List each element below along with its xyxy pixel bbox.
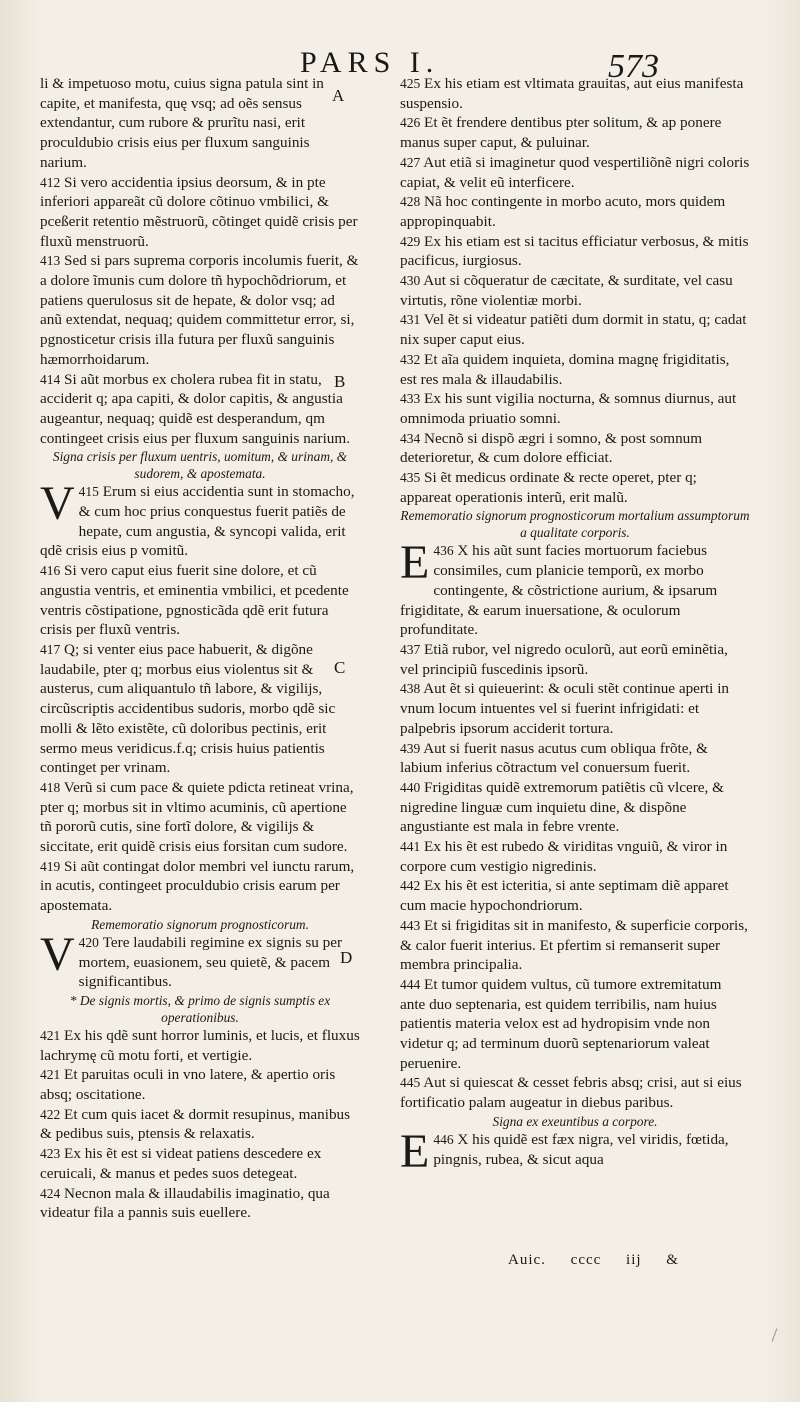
section-rubric: Signa ex exeuntibus a corpore. bbox=[492, 1113, 658, 1129]
numbered-paragraph bbox=[400, 350, 750, 389]
numbered-paragraph bbox=[400, 876, 750, 915]
paragraph-number: 440 bbox=[400, 779, 421, 795]
paragraph-number: 444 bbox=[400, 976, 421, 992]
paragraph-text: Ex his qdẽ sunt horror luminis, et lucis, et fluxus lachrymę cũ motu forti, et vertigie. bbox=[40, 1026, 360, 1064]
paragraph-text: Aut si fuerit nasus acutus cum obliqua frõte, & labium inferius cõtractum vel conuersum fuerit. bbox=[400, 739, 708, 777]
left-text-column bbox=[40, 74, 360, 1223]
numbered-paragraph bbox=[40, 640, 360, 778]
paragraph-number: 433 bbox=[400, 391, 421, 407]
margin-letter-b: B bbox=[334, 372, 346, 391]
drop-cap-initial: V bbox=[40, 477, 75, 531]
paragraph-number: 420 bbox=[78, 934, 99, 950]
numbered-paragraph bbox=[40, 1026, 360, 1065]
paragraph-text: Necnõ si dispõ ægri i somno, & post somnum deterioretur, & cum dolore efficiat. bbox=[400, 429, 703, 467]
paragraph-number: 428 bbox=[400, 194, 421, 210]
numbered-paragraph bbox=[400, 975, 750, 1074]
numbered-paragraph bbox=[400, 74, 750, 113]
paragraph-text: Ex his etiam est vltimata grauitas, aut eius manifesta suspensio. bbox=[400, 75, 744, 112]
paragraph-number: 421 bbox=[40, 1067, 61, 1083]
numbered-paragraph bbox=[400, 916, 750, 975]
paragraph-text: Q; si venter eius pace habuerit, & digõne laudabile, pter q; morbus eius violentus sit & austerus, cum aliquantulo tñ labore, & vigilijs, circũscriptis accidentibus sudoris, morbo qdẽ sic molli & lẽto existẽte, cũ doloribus pectinis, erit sermo meus veridicus.f.q; crisis huius patientis continget per vrinam. bbox=[40, 640, 336, 777]
numbered-paragraph bbox=[400, 1124, 750, 1178]
paragraph-text: Si aũt morbus ex cholera rubea fit in statu, acciderit q; apa capiti, & dolor capitis, & angustia augeantur, nequaq; quidẽ est desperandum, qm contingeet crisis eius per fluxum sanguinis narium. bbox=[40, 370, 351, 447]
paragraph-text: Ex his ẽt est si videat patiens descedere ex ceruicali, & manus et pedes suos detegeat. bbox=[40, 1145, 322, 1182]
paragraph-text: Et si frigiditas sit in manifesto, & superficie corporis, & calor fuerit interius. Et pfertim si remanserit super membra principalia. bbox=[400, 916, 748, 974]
paragraph-number: 446 bbox=[433, 1131, 454, 1147]
numbered-paragraph bbox=[400, 536, 750, 640]
margin-letter-c: C bbox=[334, 658, 346, 677]
paragraph-number: 416 bbox=[40, 563, 61, 579]
paragraph-text: Frigiditas quidẽ extremorum patiẽtis cũ vlcere, & nigredine linguæ cum inquietu dine, & dispõne angustiante est mala in febre vrente. bbox=[400, 778, 724, 836]
numbered-paragraph bbox=[40, 251, 360, 369]
paragraph-text: Et cum quis iacet & dormit resupinus, manibus & pedibus suis, ptensis & relaxatis. bbox=[40, 1105, 351, 1143]
drop-cap-initial: E bbox=[400, 536, 430, 590]
paragraph-number: 418 bbox=[40, 779, 61, 795]
paragraph-number: 414 bbox=[40, 371, 61, 387]
paragraph-text: Ex his etiam est si tacitus efficiatur verbosus, & mitis pacificus, iurgiosus. bbox=[400, 232, 749, 270]
paragraph-number: 442 bbox=[400, 878, 421, 894]
paragraph-number: 438 bbox=[400, 681, 421, 697]
paragraph-text: Et paruitas oculi in vno latere, & apertio oris absq; oscitatione. bbox=[40, 1066, 336, 1104]
paragraph-text: Etiã rubor, vel nigredo oculorũ, aut eorũ eminẽtia, vel principiũ fuscedinis ipsorũ. bbox=[400, 640, 728, 678]
paragraph-text: Necnon mala & illaudabilis imaginatio, qua videatur fila a pannis suis euellere. bbox=[40, 1184, 330, 1222]
paragraph-number: 435 bbox=[400, 470, 421, 486]
numbered-paragraph bbox=[400, 232, 750, 271]
stray-ink-mark bbox=[772, 1328, 778, 1341]
paragraph-text: X his aũt sunt facies mortuorum faciebus consimiles, cum planicie temporũ, ex morbo contingente, & cõstrictione aurium, & ipsarum frigiditate, & earum inuersatione, & oculorum profunditate. bbox=[400, 542, 718, 639]
numbered-paragraph bbox=[400, 1073, 750, 1112]
paragraph-text: Ex his sunt vigilia nocturna, & somnus diurnus, aut omnimoda priuatio somni. bbox=[400, 390, 737, 427]
paragraph-number: 430 bbox=[400, 273, 421, 289]
numbered-paragraph bbox=[400, 310, 750, 349]
numbered-paragraph bbox=[400, 640, 750, 679]
section-rubric: Rememoratio signorum prognosticorum. bbox=[91, 916, 309, 932]
paragraph-text: Aut si cõqueratur de cæcitate, & surditate, vel casu virtutis, rõne violentiæ morbi. bbox=[400, 272, 733, 309]
paragraph-number: 441 bbox=[400, 839, 421, 855]
paragraph-number: 436 bbox=[433, 543, 454, 559]
margin-letter-d: D bbox=[340, 948, 353, 967]
numbered-paragraph bbox=[400, 837, 750, 876]
numbered-paragraph bbox=[40, 1184, 360, 1223]
numbered-paragraph bbox=[40, 1065, 360, 1104]
right-text-column bbox=[400, 74, 750, 1178]
paragraph-text: Vel ẽt si videatur patiẽti dum dormit in statu, q; cadat nix super caput eius. bbox=[400, 311, 747, 349]
numbered-paragraph bbox=[40, 778, 360, 857]
numbered-paragraph bbox=[40, 561, 360, 640]
running-title: PARS I. bbox=[300, 46, 440, 79]
numbered-paragraph bbox=[40, 370, 360, 449]
paragraph-number: 415 bbox=[78, 484, 99, 500]
numbered-paragraph bbox=[40, 1144, 360, 1183]
numbered-paragraph bbox=[400, 468, 750, 507]
paragraph-text: X his quidẽ est fæx nigra, vel viridis, fœtida, pingnis, rubea, & sicut aqua bbox=[433, 1130, 729, 1168]
paragraph-text: Et ẽt frendere dentibus pter solitum, & ap ponere manus super caput, & puluinar. bbox=[400, 114, 722, 152]
numbered-paragraph bbox=[400, 113, 750, 152]
paragraph-text: Si vero caput eius fuerit sine dolore, et cũ angustia ventris, et eminentia vmbilici, et pcedente ventris cõstipatione, pgnosticãda qdẽ erit futura crisis per fluxũ ventris. bbox=[40, 562, 349, 639]
paragraph-number: 432 bbox=[400, 351, 421, 367]
numbered-paragraph bbox=[40, 173, 360, 252]
numbered-paragraph bbox=[400, 778, 750, 837]
paragraph-text: Et tumor quidem vultus, cũ tumore extremitatum ante duo septenaria, est quidem terribilis, nam huius patientis materia velox est ad hydropisim vnde non videtur q; ad terminum duorũ septenariorum valeat peruenire. bbox=[400, 975, 722, 1072]
paragraph-number: 412 bbox=[40, 174, 61, 190]
paragraph-text: Aut etiã si imaginetur quod vespertiliõnẽ nigri coloris capiat, & velit eũ interficere. bbox=[400, 153, 750, 191]
paragraph-text: Ex his ẽt est icteritia, si ante septimam diẽ apparet cum macie hypochondriorum. bbox=[400, 877, 729, 915]
paragraph-number: 439 bbox=[400, 740, 421, 756]
paragraph-number: 434 bbox=[400, 430, 421, 446]
paragraph-number: 417 bbox=[40, 641, 61, 657]
numbered-paragraph bbox=[400, 153, 750, 192]
paragraph-text: Verũ si cum pace & quiete pdicta retineat vrina, pter q; morbus sit in vltimo acuminis, cũ apertione tñ pororũ cutis, sine fortĩ dolore, & vigilijs & siccitate, erit quidẽ crisis eius forsitan cum sudore. bbox=[40, 778, 354, 856]
paragraph-number: 437 bbox=[400, 641, 421, 657]
paragraph-number: 427 bbox=[400, 154, 421, 170]
paragraph-number: 424 bbox=[40, 1185, 61, 1201]
paragraph-number: 445 bbox=[400, 1075, 421, 1091]
numbered-paragraph bbox=[400, 429, 750, 468]
paragraph-text: Si vero accidentia ipsius deorsum, & in pte inferiori appareãt cũ dolore cõtinuo vmbilici, & pceßerit retentio mẽstruorũ, cõtinget quidẽ crisis per fluxũ menstruorũ. bbox=[40, 173, 358, 250]
paragraph-text: Et aĩa quidem inquieta, domina magnę frigiditatis, est res mala & illaudabilis. bbox=[400, 350, 730, 388]
paragraph-text: Nã hoc contingente in morbo acuto, mors quidem appropinquabit. bbox=[400, 193, 726, 230]
numbered-paragraph bbox=[40, 1105, 360, 1144]
drop-cap-initial: E bbox=[400, 1124, 430, 1178]
paragraph-text: Aut si quiescat & cesset febris absq; crisi, aut si eius fortificatio palam augeatur in diebus paribus. bbox=[400, 1074, 742, 1112]
paragraph-text: Aut ẽt si quieuerint: & oculi stẽt continue aperti in vnum locum intuentes vel si fuerint infrigidati: et palpebris ipsorum acciderit tortura. bbox=[400, 680, 730, 737]
numbered-paragraph bbox=[400, 192, 750, 231]
margin-letter-a: A bbox=[332, 86, 345, 105]
numbered-paragraph bbox=[400, 389, 750, 428]
numbered-paragraph bbox=[400, 271, 750, 310]
section-rubric: * De signis mortis, & primo de signis sumptis ex operationibus. bbox=[69, 992, 331, 1025]
paragraph-text: Si aũt contingat dolor membri vel iunctu rarum, in acutis, contingeet proculdubio crisis earum per apostemata. bbox=[40, 857, 355, 915]
page-number: 573 bbox=[608, 48, 659, 85]
paragraph-number: 421 bbox=[40, 1027, 61, 1043]
paragraph-number: 426 bbox=[400, 115, 421, 131]
numbered-paragraph bbox=[40, 857, 360, 916]
section-rubric: Signa crisis per fluxum uentris, uomitum, & urinam, & sudorem, & apostemata. bbox=[52, 449, 348, 482]
paragraph-text: Erum si eius accidentia sunt in stomacho, & cum hoc prius conquestus fuerit patiẽs de hepate, cum angustia, & syncopi valida, erit qdẽ crisis eius p vomitũ. bbox=[40, 483, 355, 560]
paragraph-text: Ex his ẽt est rubedo & viriditas vnguiũ, & viror in corpore cum vestigio nigredinis. bbox=[400, 838, 728, 875]
numbered-paragraph bbox=[400, 739, 750, 778]
paragraph-text: li & impetuoso motu, cuius signa patula sint in capite, et manifesta, quę vsq; ad oẽs sensus extendantur, cum rubore & prurĩtu nasi, erit proculdubio crisis eius per fluxum sanguinis narium. bbox=[40, 75, 324, 171]
paragraph-number: 429 bbox=[400, 233, 421, 249]
numbered-paragraph bbox=[40, 927, 360, 992]
drop-cap-initial: V bbox=[40, 927, 75, 981]
numbered-paragraph bbox=[40, 74, 360, 173]
paragraph-text: Sed si pars suprema corporis incolumis fuerit, & a dolore ĩmunis cum dolore tñ hypochõdriorum, et patiens querulosus sit de hepate, & dolor vsq; ad anũ extendat, nequaq; quidem committetur error, si, pgnosticetur crisis illa futura per fluxũ sanguinis hæmorrhoidarum. bbox=[40, 252, 359, 368]
paragraph-number: 422 bbox=[40, 1106, 61, 1122]
paragraph-text: Tere laudabili regimine ex signis su per mortem, euasionem, seu quietẽ, & pacem significantibus. bbox=[78, 933, 343, 991]
paragraph-number: 413 bbox=[40, 253, 61, 269]
paragraph-number: 425 bbox=[400, 76, 421, 91]
numbered-paragraph bbox=[40, 477, 360, 561]
catchwords: Auic. cccc iij & bbox=[508, 1252, 679, 1268]
paragraph-number: 423 bbox=[40, 1146, 61, 1162]
numbered-paragraph bbox=[400, 679, 750, 738]
paragraph-text: Si ẽt medicus ordinate & recte operet, pter q; appareat operationis interũ, erit malũ. bbox=[400, 469, 697, 506]
paragraph-number: 443 bbox=[400, 917, 421, 933]
paragraph-number: 419 bbox=[40, 858, 61, 874]
section-rubric: Rememoratio signorum prognosticorum mortalium assumptorum a qualitate corporis. bbox=[400, 508, 750, 541]
paragraph-number: 431 bbox=[400, 312, 421, 328]
